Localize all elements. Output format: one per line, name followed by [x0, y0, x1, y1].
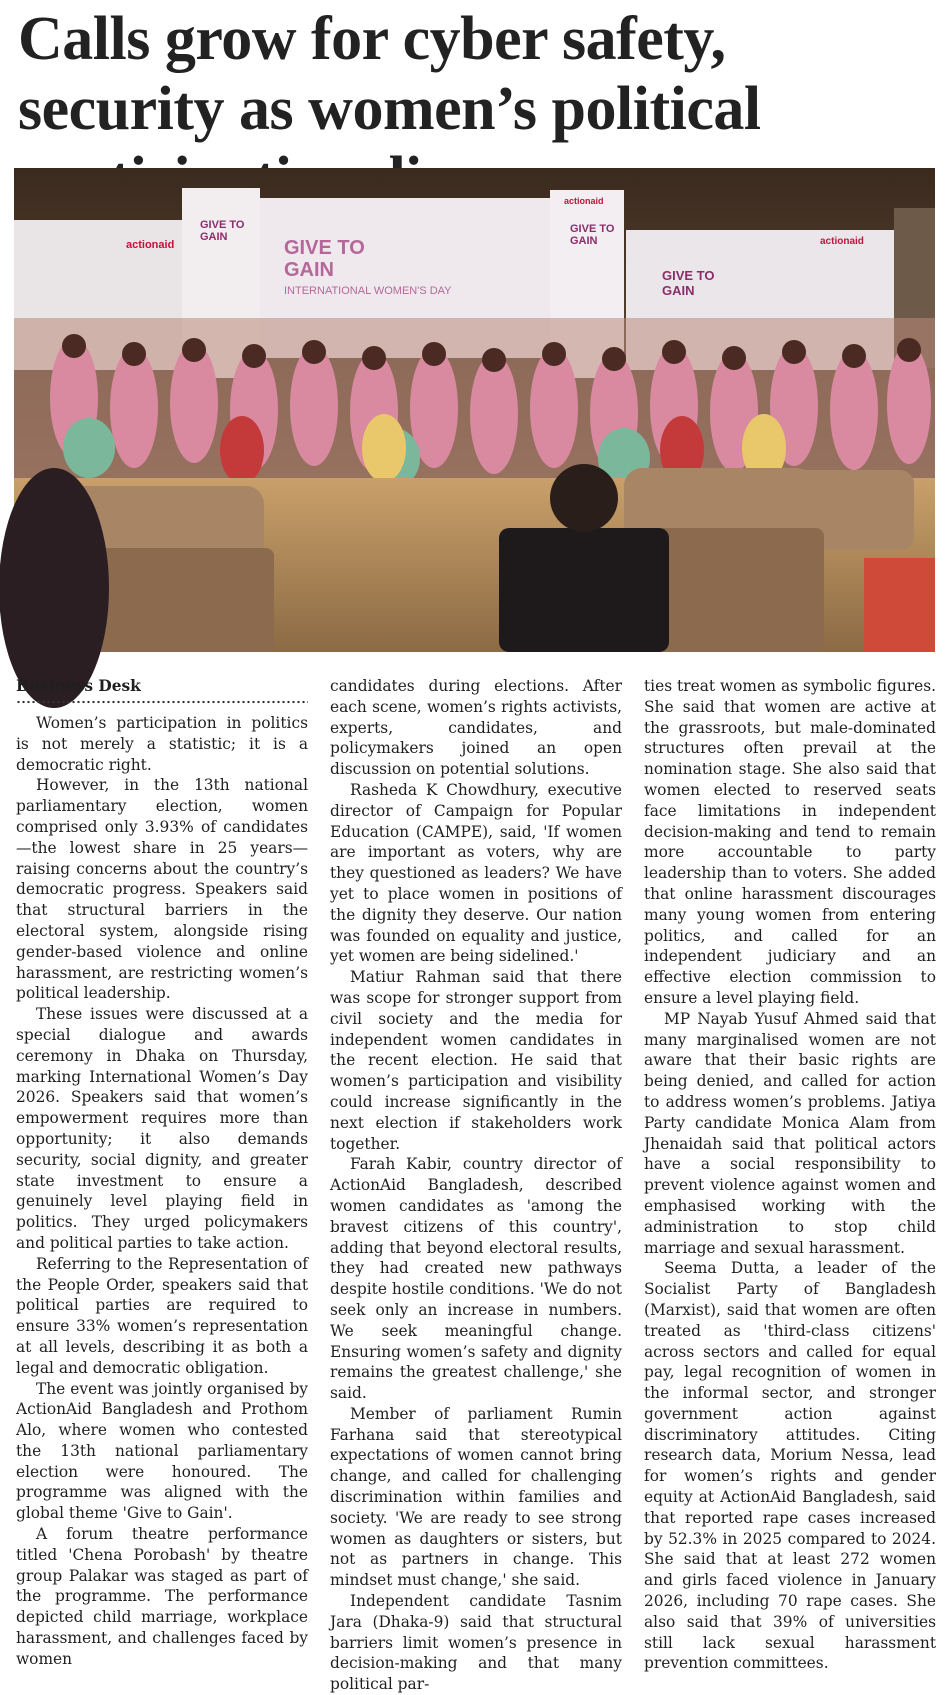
- paragraph: These issues were discussed at a special dialogue and awards ceremony in Dhaka on Thursday, marking International Women’s Day 2026. Speakers said that women’s empowerment requires more than opportunity; it also demands security, social dignity, and greater state investment to ensure a genuinely level playing field in politics. They urged policymakers and political parties to take action.: [16, 1005, 308, 1252]
- svg-text:actionaid: actionaid: [564, 196, 604, 206]
- paragraph: Matiur Rahman said that there was scope for stronger support from civil society and the media for independent women candidates in the recent election. He said that women’s participation and visibility could increase significantly in the next election if stakeholders work together.: [330, 968, 622, 1153]
- banner-give-to-gain: GIVE TO: [284, 237, 365, 259]
- paragraph: Women’s participation in politics is not merely a statistic; it is a democratic right.: [16, 714, 308, 774]
- svg-text:GAIN: GAIN: [662, 283, 695, 298]
- headline: Calls grow for cyber safety, security as women’s political: [18, 5, 761, 143]
- paragraph: A forum theatre performance titled 'Chena Porobash' by theatre group Palakar was staged as part of the programme. The performance depicted child marriage, workplace harassment, and challenges faced by women: [16, 1525, 308, 1668]
- paragraph: The event was jointly organised by ActionAid Bangladesh and Prothom Alo, where women who contested the 13th national parliamentary election were honoured. The programme was aligned with the global theme 'Give to Gain'.: [16, 1379, 308, 1523]
- column-1: [16, 676, 308, 1668]
- column-2: [330, 676, 622, 1694]
- svg-text:actionaid: actionaid: [820, 236, 864, 247]
- article-body: [16, 676, 936, 1694]
- svg-text:GAIN: GAIN: [284, 259, 334, 281]
- paragraph: Independent candidate Tasnim Jara (Dhaka-9) said that structural barriers limit women’s presence in decision-making and that many political par-: [330, 1592, 622, 1694]
- paragraph: candidates during elections. After each scene, women’s rights activists, experts, candidates, and policymakers joined an open discussion on potential solutions.: [330, 677, 622, 779]
- svg-text:GIVE TO: GIVE TO: [570, 223, 615, 235]
- svg-text:INTERNATIONAL WOMEN'S DAY: INTERNATIONAL WOMEN'S DAY: [284, 285, 452, 297]
- svg-text:GAIN: GAIN: [200, 231, 228, 243]
- paragraph: MP Nayab Yusuf Ahmed said that many marginalised women are not aware that their basic rights are being denied, and called for action to address women’s problems. Jatiya Party candidate Monica Alam from Jhenaidah said that political actors have a social responsibility to prevent violence against women and emphasised working with the administration to stop child marriage and sexual harassment.: [644, 1009, 936, 1257]
- paragraph: Seema Dutta, a leader of the Socialist Party of Bangladesh (Marxist), said that women are often treated as 'third-class citizens' across sectors and called for equal pay, legal recognition of women in the informal sector, and stronger government action against discriminatory attitudes. Citing research data, Morium Nessa, lead for women’s rights and gender equity at ActionAid Bangladesh, said that reported rape cases increased by 52.3% in 2025 compared to 2024. She said that at least 272 women and girls faced violence in January 2026, including 70 rape cases. She also said that 39% of universities still lack sexual harassment prevention committees.: [644, 1259, 936, 1673]
- byline: Business Desk: [16, 677, 141, 695]
- banner-actionaid-left: actionaid: [126, 239, 175, 251]
- byline-rule: [16, 700, 308, 704]
- paragraph: Referring to the Representation of the People Order, speakers said that political parties are required to ensure 33% women’s representation at all levels, describing it as both a legal and democratic obligation.: [16, 1254, 308, 1377]
- svg-text:GIVE TO: GIVE TO: [662, 268, 715, 283]
- paragraph: ties treat women as symbolic figures. She said that women are active at the grassroots, but male-dominated structures often prevail at the nomination stage. She also said that women elected to reserved seats face limitations in independent decision-making and tend to remain more accountable to party leadership than to voters. She added that online harassment discourages many young women from entering politics, and called for an independent judiciary and an effective election commission to ensure a level playing field.: [644, 677, 936, 1007]
- column-3: [644, 676, 936, 1673]
- crowd: [14, 318, 935, 488]
- paragraph: Member of parliament Rumin Farhana said that stereotypical expectations of women cannot bring change, and called for challenging discrimination within families and society. 'We are ready to see strong women as daughters or sisters, but not as partners in change. This mindset must change,' she said.: [330, 1404, 622, 1590]
- paragraph: However, in the 13th national parliamentary election, women comprised only 3.93% of candidates—the lowest share in 25 years—raising concerns about the country’s democratic progress. Speakers said that structural barriers in the electoral system, alongside rising gender-based violence and online harassment, are restricting women’s political leadership.: [16, 776, 308, 1003]
- paragraph: Farah Kabir, country director of ActionAid Bangladesh, described women candidates as 'among the bravest citizens of this country', adding that beyond electoral results, they had created new pathways despite hostile conditions. 'We do not seek only an increase in numbers. We seek meaningful change. Ensuring women’s safety and dignity remains the greatest challenge,' she said.: [330, 1155, 622, 1403]
- svg-text:GAIN: GAIN: [570, 235, 598, 247]
- paragraph: Rasheda K Chowdhury, executive director of Campaign for Popular Education (CAMPE), said, 'If women are important as voters, why are they questioned as leaders? We have yet to place women in positions of the dignity they deserve. Our nation was founded on equality and justice, yet women are being sidelined.': [330, 780, 622, 966]
- event-photo: [14, 168, 935, 652]
- svg-text:GIVE TO: GIVE TO: [200, 219, 245, 231]
